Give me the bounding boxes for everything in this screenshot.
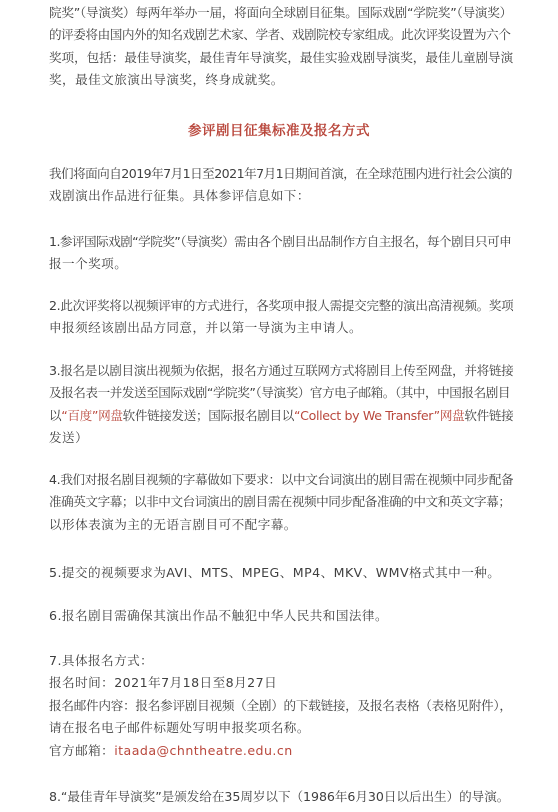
item-5-paragraph bbox=[49, 562, 513, 584]
item-7-paragraph bbox=[49, 650, 513, 762]
item-1-line-2: 报一个奖项。 bbox=[49, 256, 128, 272]
intro-line-3: 奖项，包括：最佳导演奖，最佳青年导演奖，最佳实验戏剧导演奖，最佳儿童剧导演 bbox=[49, 49, 513, 65]
item-6-line: 6.报名剧目需确保其演出作品不触犯中华人民共和国法律。 bbox=[49, 608, 389, 623]
item-7-title: 7.具体报名方式： bbox=[49, 653, 154, 668]
item-3-line-4: 发送） bbox=[49, 430, 89, 446]
item-3-paragraph bbox=[49, 360, 513, 450]
registration-content-line-2: 请在报名电子邮件标题处写明申报奖项名称。 bbox=[49, 720, 310, 736]
item-1-paragraph bbox=[49, 231, 513, 276]
item-5-line: 5.提交的视频要求为AVI、MTS、MPEG、MP4、MKV、WMV格式其中一种。 bbox=[49, 565, 501, 580]
intro-line-4: 奖，最佳文旅演出导演奖，终身成就奖。 bbox=[49, 72, 284, 88]
collection-line-2: 戏剧演出作品进行征集。具体参评信息如下： bbox=[49, 188, 310, 204]
intro-line-2: 的评委将由国内外的知名戏剧艺术家、学者、戏剧院校专家组成。此次评奖设置为六个 bbox=[49, 27, 511, 43]
intro-paragraph bbox=[49, 2, 513, 92]
item-1-line-1: 1.参评国际戏剧“学院奖”（导演奖）需由各个剧目出品制作方自主报名，每个剧目只可申 bbox=[49, 234, 512, 249]
item-4-paragraph bbox=[49, 469, 513, 536]
wetransfer-netdisk-label: “Collect by We Transfer”网盘 bbox=[294, 407, 465, 423]
item-2-line-2: 申报须经该剧出品方同意，并以第一导演为主申请人。 bbox=[49, 320, 363, 336]
registration-time: 报名时间：2021年7月18日至8月27日 bbox=[49, 675, 278, 691]
intro-line-1: 院奖”（导演奖）每两年举办一届，将面向全球剧目征集。国际戏剧“学院奖”（导演奖） bbox=[49, 5, 512, 20]
official-email-link[interactable]: itaada@chntheatre.edu.cn bbox=[114, 742, 293, 758]
official-email-label: 官方邮箱： bbox=[49, 742, 115, 758]
item-2-paragraph bbox=[49, 295, 513, 340]
official-email-line bbox=[49, 740, 513, 762]
item-6-paragraph bbox=[49, 605, 513, 627]
registration-content-line-1: 报名邮件内容：报名参评剧目视频（全剧）的下载链接，及报名表格（表格见附件）， bbox=[49, 697, 512, 713]
section-heading: 参评剧目征集标准及报名方式 bbox=[188, 123, 370, 139]
item-3-line-3-suffix: 软件链接 bbox=[464, 407, 513, 423]
item-3-line-1: 3.报名是以剧目演出视频为依据，报名方通过互联网方式将剧目上传至网盘，并将链接 bbox=[49, 363, 513, 378]
item-4-line-1: 4.我们对报名剧目视频的字幕做如下要求：以中文台词演出的剧目需在视频中同步配备 bbox=[49, 472, 513, 487]
item-3-line-3-middle: 软件链接发送；国际报名剧目以 bbox=[122, 407, 294, 423]
baidu-netdisk-label: “百度”网盘 bbox=[61, 407, 123, 423]
item-3-line-2: 及报名表一并发送至国际戏剧“学院奖”（导演奖）官方电子邮箱。（其中，中国报名剧目 bbox=[49, 385, 511, 401]
item-3-line-3-prefix: 以 bbox=[49, 407, 62, 423]
collection-paragraph bbox=[49, 163, 513, 208]
item-4-line-3: 以形体表演为主的无语言剧目可不配字幕。 bbox=[49, 516, 297, 532]
item-8-line: 8.“最佳青年导演奖”是颁发给在35周岁以下（1986年6月30日以后出生）的导演。 bbox=[49, 789, 510, 804]
item-4-line-2: 准确英文字幕；以非中文台词演出的剧目需在视频中同步配备准确的中文和英文字幕； bbox=[49, 494, 511, 510]
collection-line-1: 我们将面向自2019年7月1日至2021年7月1日期间首演，在全球范围内进行社会公演的 bbox=[49, 166, 512, 181]
item-2-line-1: 2.此次评奖将以视频评审的方式进行，各奖项申报人需提交完整的演出高清视频。奖项 bbox=[49, 298, 513, 313]
item-8-paragraph bbox=[49, 786, 513, 808]
item-3-line-3 bbox=[49, 405, 513, 427]
